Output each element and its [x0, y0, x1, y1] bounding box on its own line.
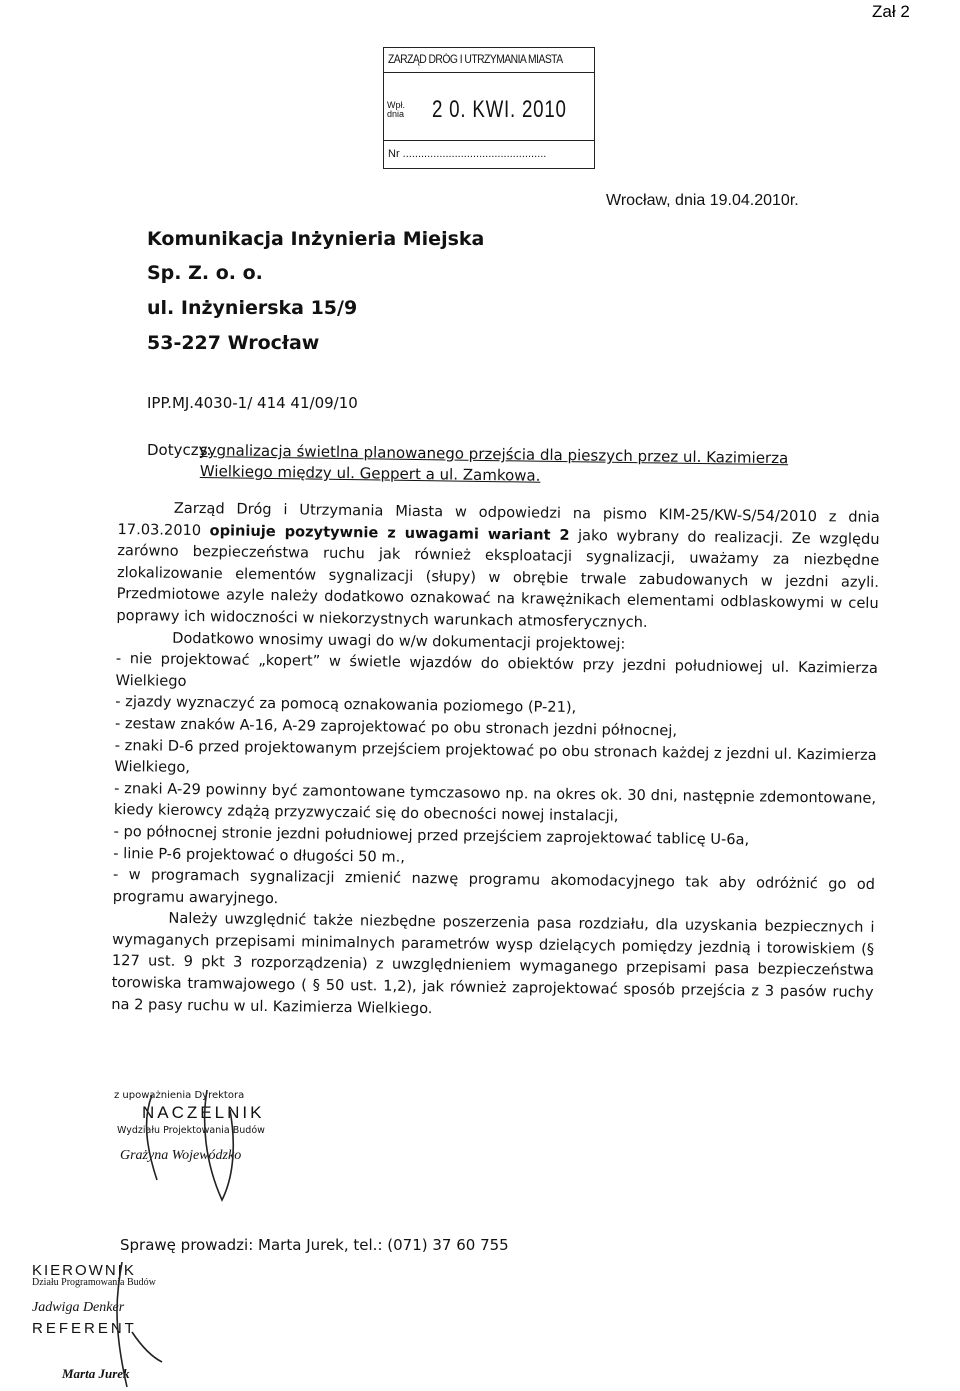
list-item: - znaki D-6 przed projektowanym przejściem projektować po obu stronach każdej z jezdni ul. Kazimierza Wielkiego,: [114, 736, 877, 777]
letter-body: [111, 497, 880, 1025]
attachment-label: Zał 2: [872, 2, 910, 21]
list-item: - po północnej stronie jezdni południowej przed przejściem zaprojektować tablicę U-6a,: [113, 822, 750, 849]
list-item: - linie P-6 projektować o długości 50 m.,: [113, 844, 406, 866]
stamp-title: ZARZĄD DRÓG I UTRZYMANIA MIASTA: [388, 54, 563, 66]
referent-stamp: [32, 1262, 232, 1391]
paragraph-remarks: Dodatkowo wnosimy uwagi do w/w dokumentacji projektowej:: [172, 629, 626, 653]
paragraph-requirements: Należy uwzględnić także niezbędne poszerzenia pasa rozdziału, dla uzyskania bezpiecznych i wymaganych przepisami minimalnych parametrów wysp dzielących pomiędzy jezdnią i torowiskiem (§ 127 ust. 9 pkt 3 rozporządzenia) z uwzględnieniem wymaganego przepisami pasa bezpieczeństwa torowiska tramwajowego ( § 50 ust. 1,2), jak również zaprojektować sposób przejścia z 3 pasów ruchy na 2 pasy ruchu w ul. Kazimierza Wielkiego.: [111, 909, 875, 1017]
paragraph-text: Zarząd Dróg i Utrzymania Miasta w odpowiedzi na pismo KIM-25/KW-S/54/2010 z dnia 17.03.2010: [117, 499, 880, 539]
signature-stamp: [112, 1090, 322, 1210]
subject-line-2: Wielkiego między ul. Geppert a ul. Zamkowa.: [199, 462, 541, 485]
stamp-date: 2 0. KWI. 2010: [432, 96, 567, 123]
referent-stamp-role: REFERENT: [32, 1320, 137, 1337]
contact-line: Sprawę prowadzi: Marta Jurek, tel.: (071) 37 60 755: [120, 1236, 509, 1254]
stamp-divider: [384, 72, 594, 73]
opinion-highlight: opiniuje pozytywnie z uwagami wariant 2: [209, 521, 570, 544]
received-stamp: [383, 47, 595, 169]
recipient-city: 53-227 Wrocław: [147, 332, 320, 354]
referent-stamp-name: Marta Jurek: [62, 1366, 130, 1381]
subject-label: Dotyczy:: [147, 441, 212, 459]
stamp-divider: [384, 140, 594, 141]
list-item: - w programach sygnalizacji zmienić nazwę programu akomodacyjnego tak aby odróżnić go od programu awaryjnego.: [112, 866, 876, 907]
stamp-number: Nr ...............................................: [388, 148, 547, 160]
handwritten-signature-icon: [112, 1090, 322, 1210]
referent-stamp-title: KIEROWNIK: [32, 1262, 136, 1279]
signature-name: Grażyna Wojewódzko: [120, 1148, 242, 1163]
list-item: - znaki A-29 powinny być zamontowane tymczasowo np. na okres ok. 30 dni, następnie zdemontowane, kiedy kierowcy zdążą przyzwyczaić się do obecności nowej instalacji,: [113, 779, 877, 825]
recipient-company-type: Sp. Z. o. o.: [147, 262, 263, 284]
handwritten-initials-icon: [32, 1262, 232, 1391]
signature-department: Wydziału Projektowania Budów: [117, 1125, 265, 1136]
recipient-street: ul. Inżynierska 15/9: [147, 297, 358, 319]
place-date: Wrocław, dnia 19.04.2010r.: [606, 192, 799, 209]
stamp-label: Wpł. dnia: [387, 100, 405, 119]
subject-line-1: sygnalizacja świetlna planowanego przejścia dla pieszych przez ul. Kazimierza: [199, 441, 789, 468]
list-item: - zestaw znaków A-16, A-29 zaprojektować po obu stronach jezdni północnej,: [114, 714, 678, 740]
paragraph-text: jako wybrany do realizacji. Ze względu zarówno bezpieczeństwa ruchu jak również eksploatacji sygnalizacji, uważamy za niezbędne zlokalizowanie elementów sygnalizacji (słupy) w obrębie trwale zabudowanych w jezdni azyli. Przedmiotowe azyle należy dodatkowo oznakować na krawężnikach elementami odblaskowymi w celu poprawy ich widoczności w niekorzystnych warunkach atmosferycznych.: [116, 526, 880, 631]
recipient-name: Komunikacja Inżynieria Miejska: [147, 228, 485, 250]
signature-authority: z upoważnienia Dyrektora: [114, 1090, 245, 1101]
list-item: - zjazdy wyznaczyć za pomocą oznakowania poziomego (P-21),: [115, 693, 577, 717]
paragraph-opinion: [116, 497, 880, 637]
list-item: - nie projektować „kopert” w świetle wjazdów do obiektów przy jezdni południowej ul. Kazimierza Wielkiego: [115, 650, 878, 690]
referent-stamp-department: Działu Programowania Budów: [32, 1277, 156, 1288]
signature-title: NACZELNIK: [142, 1103, 265, 1122]
reference-number: IPP.MJ.4030-1/ 414 41/09/10: [147, 394, 358, 412]
referent-stamp-manager: Jadwiga Denker: [32, 1300, 125, 1315]
